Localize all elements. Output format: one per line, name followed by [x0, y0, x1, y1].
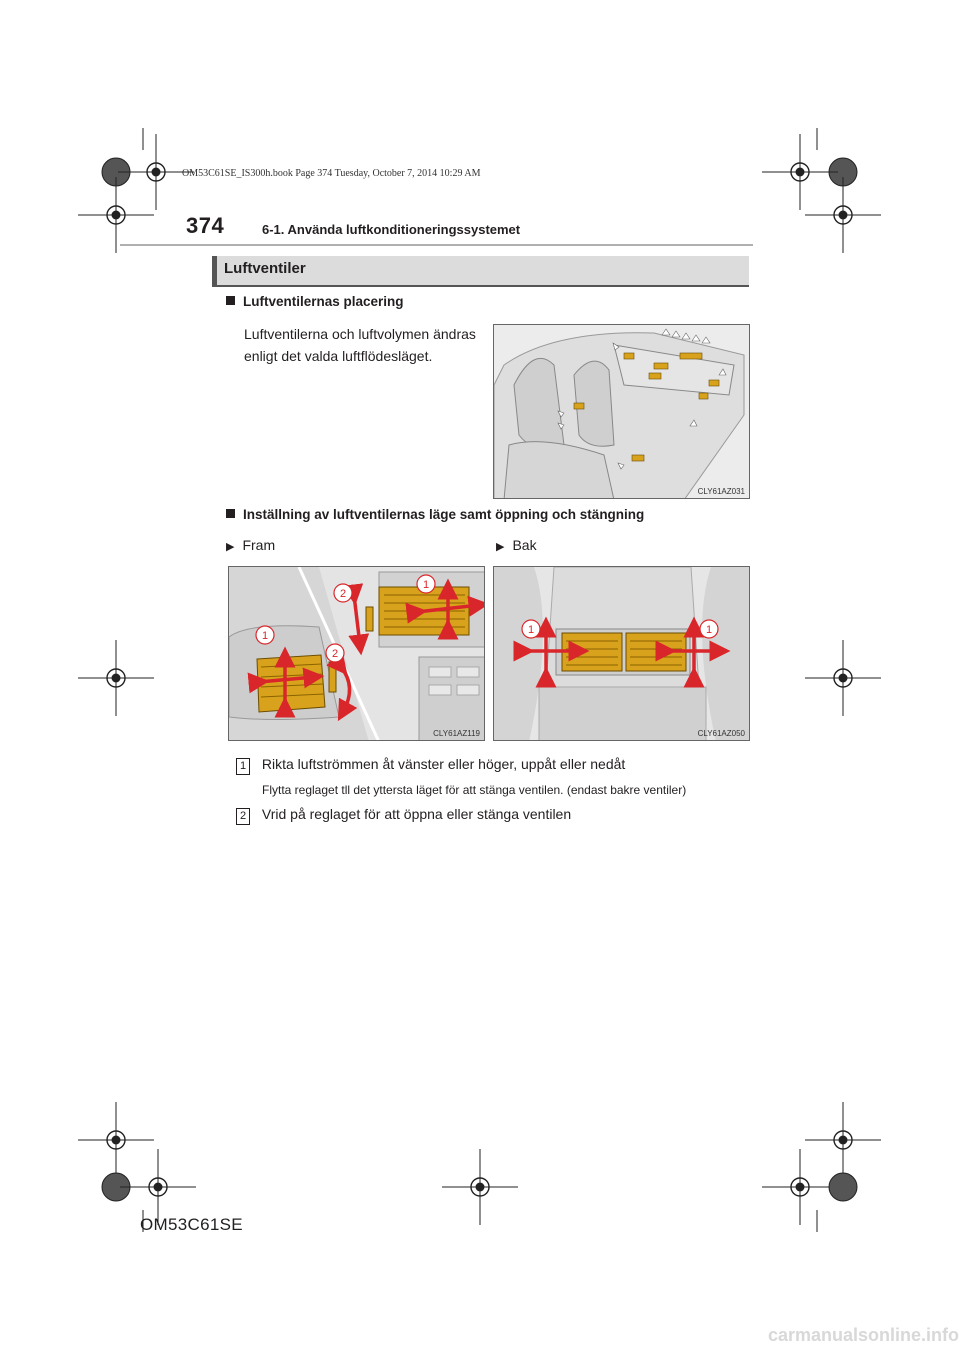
rear-label: ▶ Bak: [496, 537, 537, 553]
callout-2: 2: [339, 588, 347, 600]
header-rule: [120, 244, 753, 246]
callout-1: 1: [527, 624, 535, 636]
figure-code: CLY61AZ119: [433, 729, 480, 738]
print-info: OM53C61SE_IS300h.book Page 374 Tuesday, October 7, 2014 10:29 AM: [182, 168, 481, 179]
figure-code: CLY61AZ050: [697, 729, 745, 738]
step-2: [236, 806, 571, 825]
watermark: carmanualsonline.info: [768, 1325, 960, 1345]
chapter-title: 6-1. Använda luftkonditioneringssystemet: [262, 222, 521, 237]
page-number: 374: [186, 213, 225, 238]
section-bar-underline: [212, 285, 749, 287]
section-title: Luftventiler: [224, 260, 306, 277]
placement-heading: Luftventilernas placering: [226, 294, 404, 309]
step-number: 1: [236, 758, 250, 775]
callout-1: 1: [422, 579, 430, 591]
front-label: ▶ Fram: [226, 537, 276, 553]
rear-vents-figure: [493, 566, 750, 741]
callout-2: 2: [331, 648, 339, 660]
triangle-bullet-icon: ▶: [226, 541, 235, 553]
bullet-square-icon: [226, 296, 235, 305]
step-text: Vrid på reglaget för att öppna eller stänga ventilen: [261, 806, 572, 822]
callout-1: 1: [705, 624, 713, 636]
adjustment-heading: Inställning av luftventilernas läge samt öppning och stängning: [226, 507, 644, 522]
step-number: 2: [236, 808, 250, 825]
triangle-bullet-icon: ▶: [496, 541, 505, 553]
step-1-note: Flytta reglaget tll det yttersta läget för att stänga ventilen. (endast bakre ventiler): [262, 783, 687, 797]
front-vents-figure: [228, 566, 485, 741]
vent-locations-figure: [493, 324, 750, 499]
placement-text: Luftventilerna och luftvolymen ändras enligt det valda luftflödesläget.: [244, 326, 476, 364]
footer-code: OM53C61SE: [140, 1215, 243, 1234]
figure-code: CLY61AZ031: [697, 487, 745, 496]
step-text: Rikta luftströmmen åt vänster eller höger, uppåt eller nedåt: [261, 756, 626, 772]
bullet-square-icon: [226, 509, 235, 518]
step-1: [236, 756, 625, 775]
callout-1: 1: [261, 630, 269, 642]
